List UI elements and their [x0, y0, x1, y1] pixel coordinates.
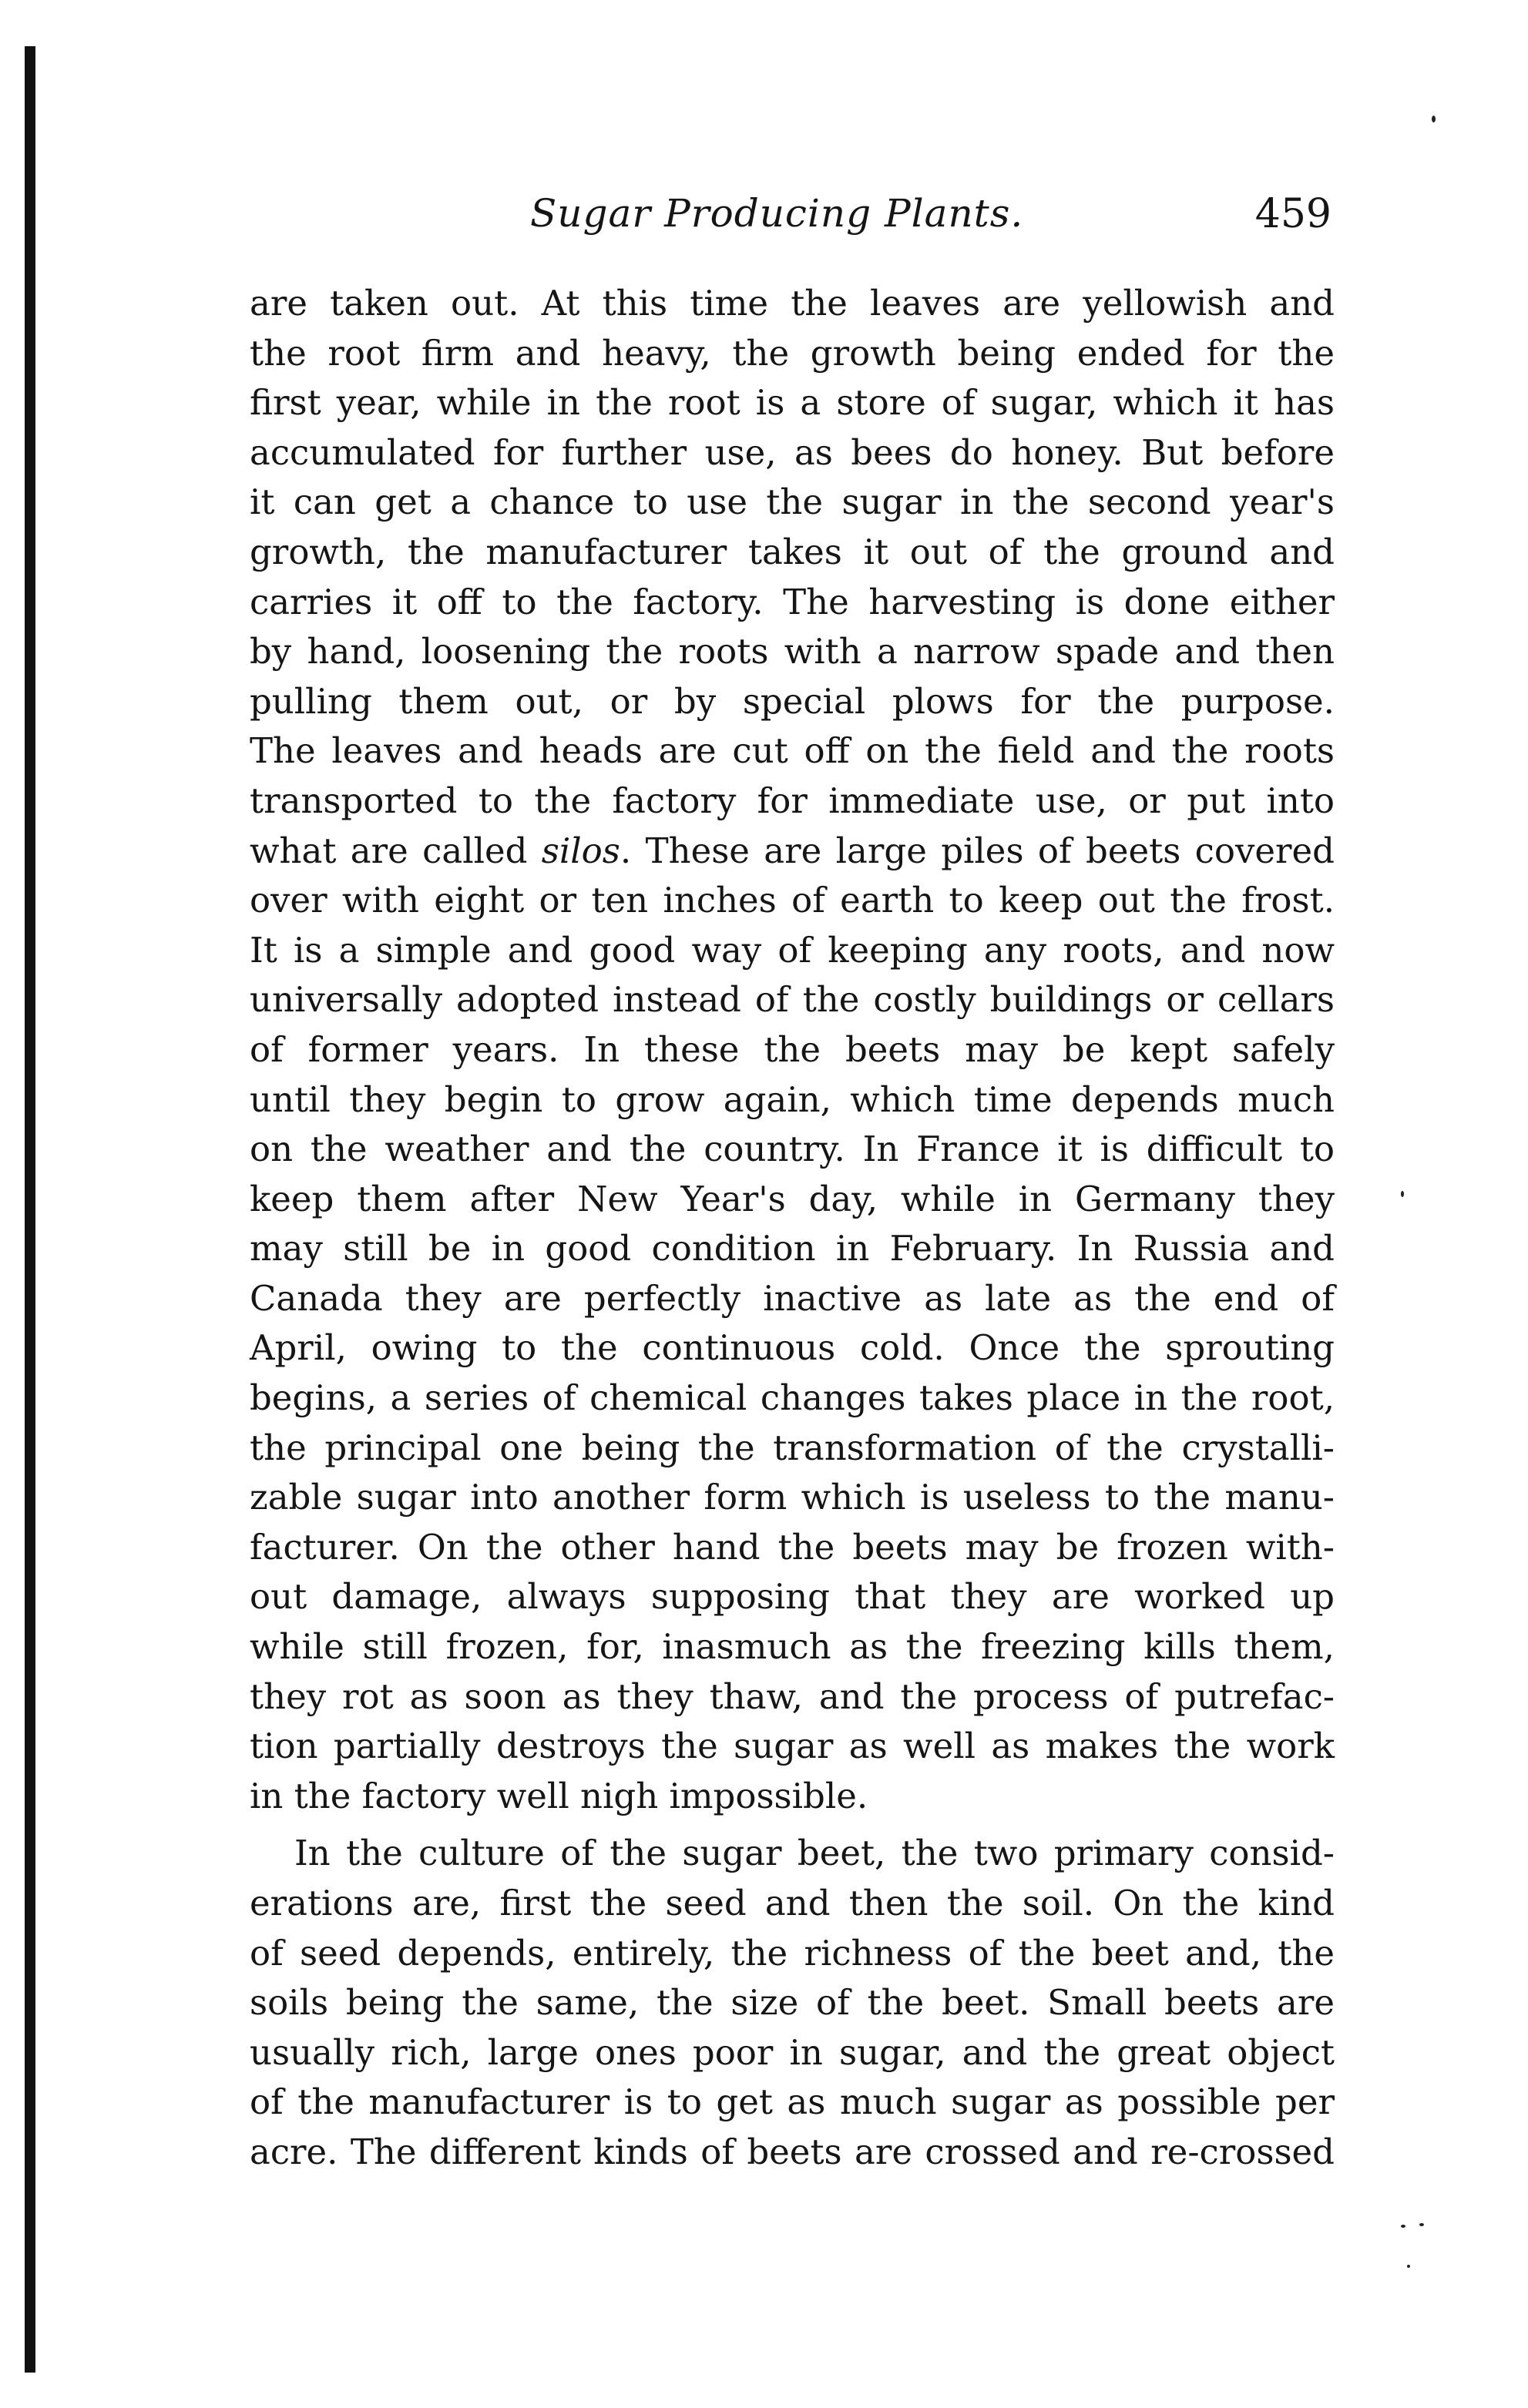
italic-term: silos: [541, 830, 620, 871]
text-line: zable sugar into another form which is useless to the manu-: [250, 1477, 1335, 1518]
text-line: of former years. In these the beets may be kept safely: [250, 1028, 1335, 1070]
text-line: until they begin to grow again, which time depends much: [250, 1078, 1335, 1120]
scan-speck: [1419, 2223, 1424, 2226]
text-line-silos: what are called silos. These are large piles of beets covered: [250, 830, 1335, 871]
page-binding-edge: [25, 46, 35, 2373]
text-line: while still frozen, for, inasmuch as the freezing kills them,: [250, 1626, 1335, 1668]
paragraph-gap: [250, 1821, 1335, 1829]
text-line: acre. The different kinds of beets are crossed and re-crossed: [250, 2131, 1335, 2172]
text-line: April, owing to the continuous cold. Once the sprouting: [250, 1327, 1335, 1369]
text-line: first year, while in the root is a store of sugar, which it has: [250, 382, 1335, 424]
running-title: Sugar Producing Plants.: [530, 191, 1024, 236]
text-line: The leaves and heads are cut off on the field and the roots: [250, 730, 1335, 772]
text-line: carries it off to the factory. The harvesting is done either: [250, 581, 1335, 622]
text-line: keep them after New Year's day, while in Germany they: [250, 1178, 1335, 1219]
scan-speck: [1407, 2265, 1410, 2268]
text-line: are taken out. At this time the leaves are yellowish and: [250, 283, 1335, 324]
paragraph-1: [250, 279, 1335, 1821]
text-line: transported to the factory for immediate use, or put into: [250, 780, 1335, 821]
text-line: soils being the same, the size of the beet. Small beets are: [250, 1982, 1335, 2024]
text-line: they rot as soon as they thaw, and the process of putrefac-: [250, 1675, 1335, 1717]
scan-speck: [1432, 116, 1436, 122]
text-line: growth, the manufacturer takes it out of the ground and: [250, 531, 1335, 572]
text-line: In the culture of the sugar beet, the two primary consid-: [294, 1833, 1335, 1874]
scan-speck: [1401, 1191, 1404, 1197]
text-line: it can get a chance to use the sugar in the second year's: [250, 481, 1335, 523]
text-line: usually rich, large ones poor in sugar, and the great object: [250, 2031, 1335, 2073]
page-number: 459: [1254, 191, 1332, 237]
text-line: of the manufacturer is to get as much sugar as possible per: [250, 2081, 1335, 2123]
page-header: [253, 191, 1332, 253]
text-line: over with eight or ten inches of earth to keep out the frost.: [250, 880, 1335, 921]
text-line: of seed depends, entirely, the richness of the beet and, the: [250, 1932, 1335, 1974]
text-line: accumulated for further use, as bees do honey. But before: [250, 431, 1335, 473]
text-line: out damage, always supposing that they are worked up: [250, 1576, 1335, 1618]
text-line: the root firm and heavy, the growth being ended for the: [250, 332, 1335, 374]
text-line: universally adopted instead of the costly buildings or cellars: [250, 979, 1335, 1021]
body-text: [250, 279, 1335, 2178]
text-line: Canada they are perfectly inactive as late as the end of: [250, 1277, 1335, 1319]
text-line: the principal one being the transformation of the crystalli-: [250, 1427, 1335, 1468]
text-line: tion partially destroys the sugar as well as makes the work: [250, 1726, 1335, 1767]
text-line: It is a simple and good way of keeping any roots, and now: [250, 929, 1335, 971]
text-line: erations are, first the seed and then the soil. On the kind: [250, 1883, 1335, 1923]
text-line: in the factory well nigh impossible.: [250, 1775, 868, 1816]
text-line: facturer. On the other hand the beets may be frozen with-: [250, 1526, 1335, 1568]
text-line: on the weather and the country. In France it is difficult to: [250, 1129, 1335, 1170]
text-line: pulling them out, or by special plows for the purpose.: [250, 680, 1335, 722]
paragraph-2: [250, 1829, 1335, 2177]
text-line: may still be in good condition in February. In Russia and: [250, 1228, 1335, 1269]
text-line: by hand, loosening the roots with a narrow spade and then: [250, 631, 1335, 672]
scan-speck: [1401, 2225, 1405, 2228]
text-line: begins, a series of chemical changes takes place in the root,: [250, 1377, 1335, 1419]
